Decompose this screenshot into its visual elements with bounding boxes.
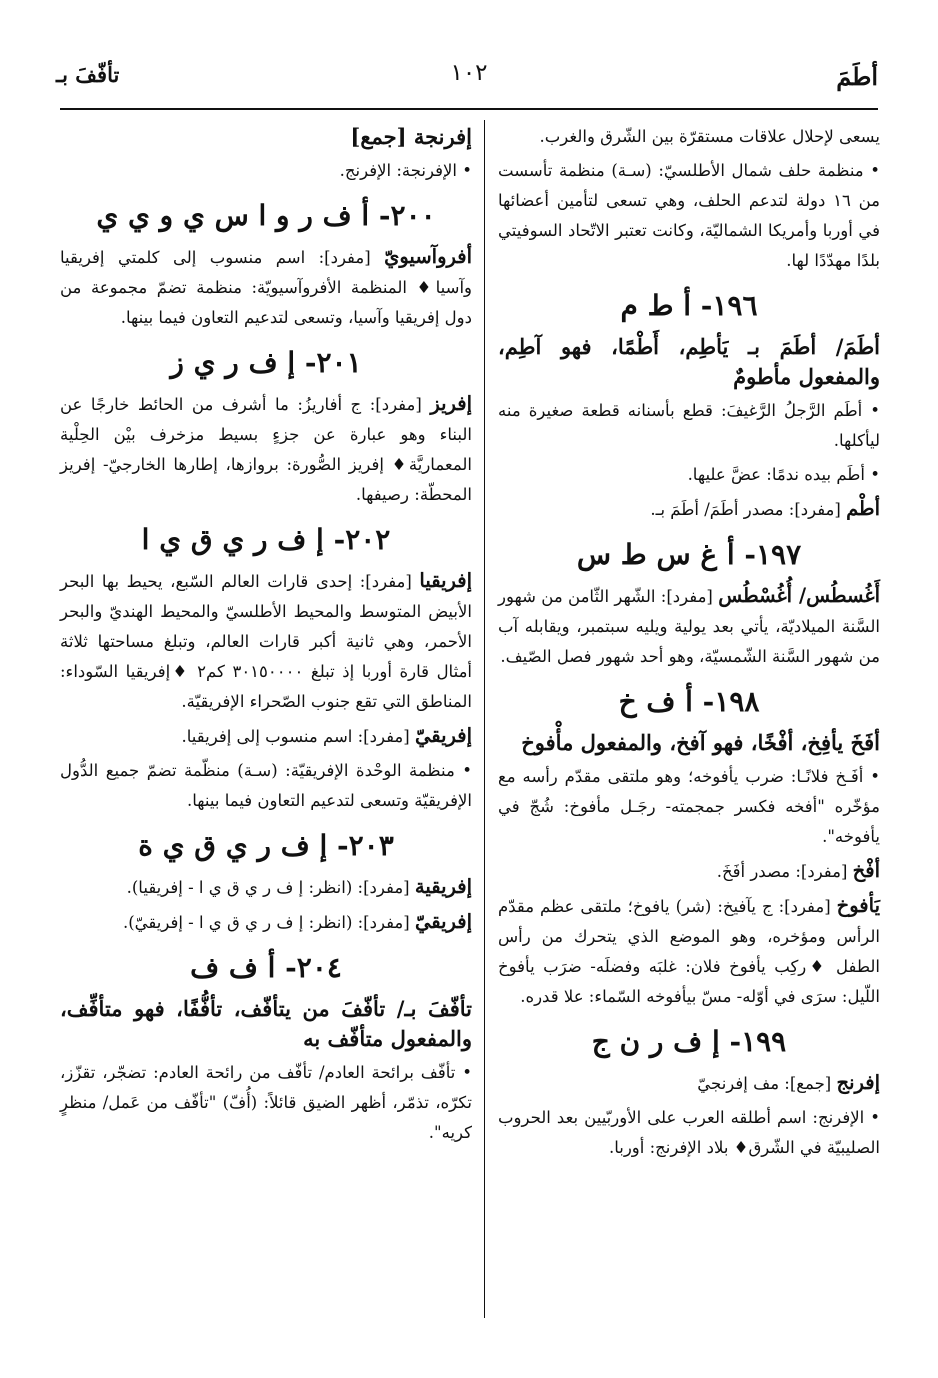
entry-text: • أفَـخ فلانًـا: ضرب يأفوخه؛ وهو ملتقى مقدّم رأسه مع مؤخّره "أفخه فكسر جمجمته- رجَـل مأفوخ: شُجّ في يأفوخه". — [498, 767, 880, 846]
lemma: إفريقيّ — [414, 910, 472, 933]
column-divider — [484, 120, 485, 1318]
entry-text — [498, 891, 880, 1012]
lemma: أفروآسيويّ — [384, 245, 472, 268]
definition: [جمع]: مف إفرنجيّ — [697, 1074, 837, 1093]
definition: [مفرد]: مصدر أطَمَ/ أطَمَ بـ. — [650, 500, 847, 519]
entry-text: • تأفّف برائحة العادم/ تأفّف من رائحة العادم: تضجّر، تقزّز، تكرّه، تذمّر، أظهر الضيق قائلاً: (أُفّ) "تأفّف من عَمل/ منظرٍ كريه". — [60, 1063, 472, 1142]
verb-conjugation-line: أفَخَ يأفِخ، أفْخًا، فهو آفخ، والمفعول مأْفوخ — [521, 730, 880, 755]
lemma: إفريز — [430, 392, 472, 415]
header-guide-word-right: أطَمَ — [836, 62, 878, 91]
definition: [مفرد]: (انظر: إ ف ر ي ق ي ا - إفريقيا). — [126, 878, 415, 897]
lemma: إفريقيا — [419, 569, 472, 592]
entry-text: • منظمة حلف شمال الأطلسيّ: (سـة) منظمة تأسست من ١٦ دولة لتدعم الحلف، وهي تسعى لتأمين أعضائها في أوربا وأمريكا الشماليّة، وكانت تعتبر الاتّحاد السوفيتي بلدًا مهدّدًا لها. — [498, 161, 880, 270]
root-heading-203: ٢٠٣- إ ف ر ي ق ي ة — [138, 829, 394, 862]
entry-text — [498, 856, 880, 887]
entry-text: • منظمة الوحْدة الإفريقيّة: (سـة) منظّمة تضمّ جميع الدُّول الإفريقيّة وتسعى لتدعيم التعاون فيما بينها. — [60, 761, 472, 810]
verb-conjugation-line: تأفّفَ بـ/ تأفّفَ من يتأفّف، تأفُّفًا، فهو متأفِّف، والمفعول متأفّف به — [60, 996, 472, 1051]
root-heading-204: ٢٠٤- أ ف ف — [190, 951, 342, 984]
entry-text — [60, 566, 472, 717]
entry-text — [60, 242, 472, 333]
lemma: أطْم — [846, 497, 880, 520]
page-number: ١٠٢ — [450, 60, 488, 86]
lemma: إفرنج — [836, 1071, 880, 1094]
entry-text — [498, 1068, 880, 1099]
entry-text: • الإفرنجة: الإفرنج. — [339, 161, 472, 180]
lemma: يَأفوخ — [836, 894, 880, 917]
entry-text — [60, 872, 472, 903]
root-heading-202: ٢٠٢- إ ف ر ي ق ي ا — [141, 523, 391, 556]
entry-text — [60, 389, 472, 510]
verb-conjugation-line: أطَمَ/ أطَمَ بـ يَأطِم، أَطْمًا، فهو آطِم، والمفعول مأطومٌ — [498, 334, 880, 389]
entry-text — [60, 907, 472, 938]
lemma: أفْخ — [852, 859, 880, 882]
definition: [مفرد]: الشّهر الثّامن من شهور السَّنة الميلاديّة، يأتي بعد يولية ويليه سبتمبر، ويقابله آب من شهور السَّنة الشّمسيّة، وهو أحد شهور فصل الصّيف. — [498, 587, 880, 666]
lemma: أَغُسطُس/ أُغُسْطُس — [718, 584, 880, 607]
root-heading-198: ١٩٨- أ ف خ — [618, 685, 760, 718]
entry-text — [498, 581, 880, 672]
right-column — [498, 122, 880, 1167]
root-heading-201: ٢٠١- إ ف ر ي ز — [170, 346, 362, 379]
definition: [مفرد]: ج أفاريزُ: ما أشرف من الحائط خارجًا عن البناء وهو عبارة عن جزءٍ بسيط مزخرف بيْن الحِلْية المعماريَّة♦ إفريز الصُّورة: بروازها، إطارها الخارجيّ- إفريز المحطّة: رصيفها. — [60, 395, 472, 504]
definition: [مفرد]: إحدى قارات العالم السّبع، يحيط بها البحر الأبيض المتوسط والمحيط الأطلسيّ والمحيط الهنديّ والبحر الأحمر، وهي ثانية أكبر قارات العالم، وتبلغ مساحتها ثلاثة أمثال قارة أوربا إذ تبلغ ٣٠١٥٠٠٠٠ كم٢ ♦إفريقيا السّوداء: المناطق التي تقع جنوب الصّحراء الإفريقيّة. — [60, 572, 472, 711]
entry-text — [498, 494, 880, 525]
entry-text: • الإفرنج: اسم أطلقه العرب على الأوربّيين بعد الحروب الصليبيّة في الشّرق♦ بلاد الإفرنج: أوربا. — [498, 1108, 880, 1157]
root-heading-197: ١٩٧- أ غ س ط س — [576, 538, 802, 571]
entry-text — [60, 721, 472, 752]
root-heading-199: ١٩٩- إ ف ر ن ج — [591, 1025, 787, 1058]
entry-text: • أطَم بيده ندمًا: عضَّ عليها. — [687, 465, 880, 484]
lemma-heading: إفرنجة [جمع] — [350, 124, 472, 149]
definition: [مفرد]: مصدر أفَخَ. — [716, 862, 853, 881]
left-column — [60, 122, 472, 1152]
root-heading-196: ١٩٦- أ ط م — [620, 289, 758, 322]
entry-text: • أطَم الرَّجلُ الرَّغيفَ: قطع بأسنانه قطعة صغيرة منه ليأكلها. — [498, 401, 880, 450]
definition: [مفرد]: اسم منسوب إلى إفريقيا. — [181, 727, 415, 746]
definition: [مفرد]: (انظر: إ ف ر ي ق ي ا - إفريقيّ). — [122, 913, 415, 932]
definition: [مفرد]: ج يآفيخ: (شر) يافوخ؛ ملتقى عظم مقدّم الرأس ومؤخره، وهو الموضع الذي يتحرك من رأس الطفل ♦ركِب يأفوخ فلان: غلبَه وفضلَه- ضرَب يأفوخ اللّيل: سرَى في أوّله- مسّ بيأفوخه السّماء: علا قدره. — [498, 897, 880, 1006]
definition: [مفرد]: اسم منسوب إلى كلمتي إفريقيا وآسيا♦ المنظمة الأفروآسيويّة: منظمة تضمّ مجموعة من دول إفريقيا وآسيا، وتسعى لتدعيم التعاون فيما بينها. — [60, 248, 472, 327]
header-rule — [60, 108, 878, 110]
lemma: إفريقية — [414, 875, 472, 898]
lemma: إفريقيّ — [414, 724, 472, 747]
header-guide-word-left: تأفّفَ بـ — [56, 62, 120, 87]
root-heading-200: ٢٠٠- أ ف ر و ا س ي و ي ي — [96, 199, 436, 232]
entry-text: يسعى لإحلال علاقات مستقرّة بين الشّرق والغرب. — [539, 127, 880, 146]
